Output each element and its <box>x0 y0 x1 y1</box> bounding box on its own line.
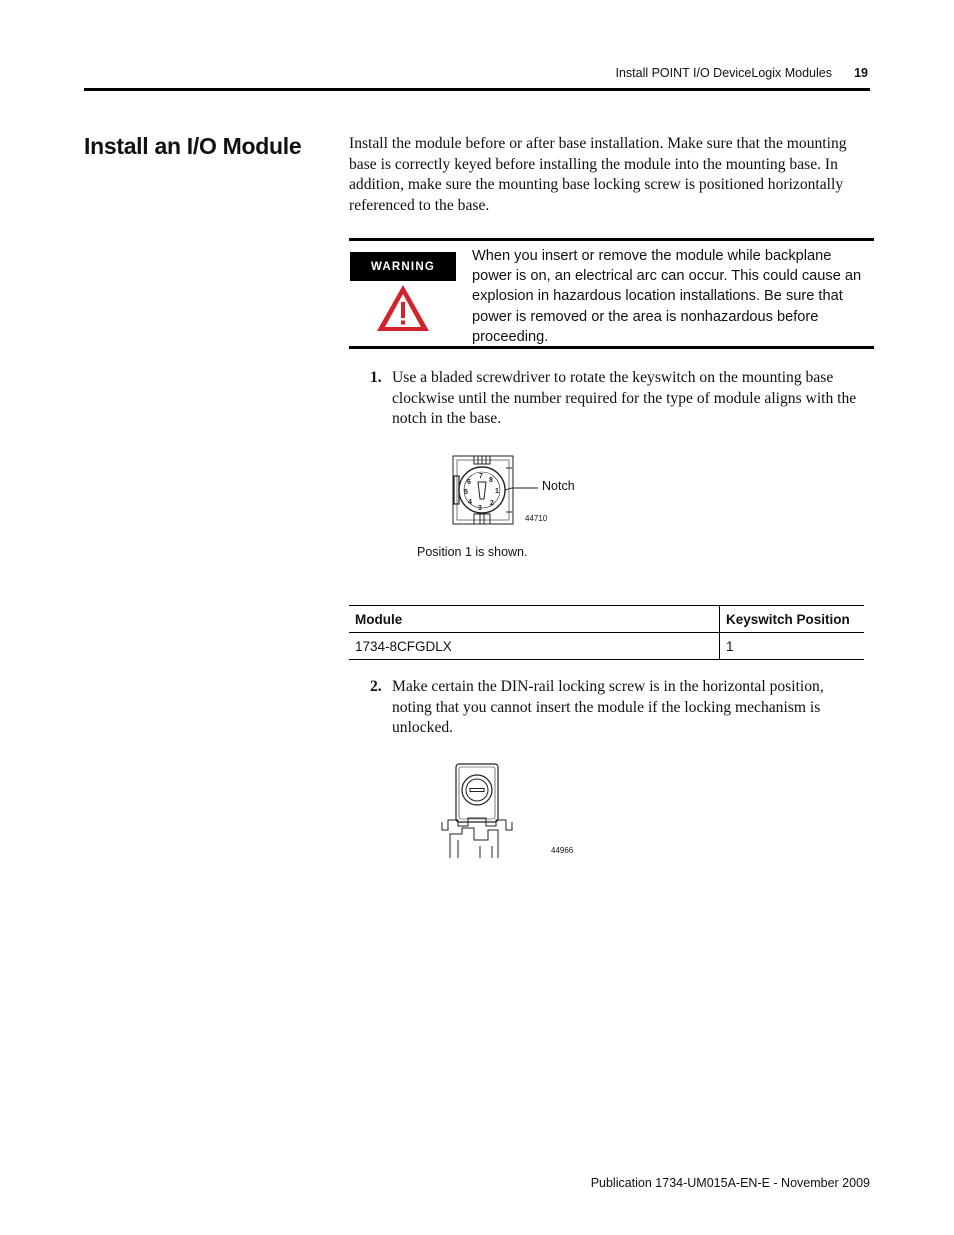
section-title: Install an I/O Module <box>84 133 302 159</box>
column-header-keyswitch-position: Keyswitch Position <box>726 611 850 627</box>
svg-text:1: 1 <box>495 488 499 495</box>
page-number: 19 <box>854 66 868 80</box>
svg-text:7: 7 <box>479 473 483 480</box>
running-header <box>600 66 870 84</box>
keyswitch-table <box>349 605 864 660</box>
column-header-module: Module <box>349 606 720 633</box>
svg-text:6: 6 <box>467 479 471 486</box>
warning-label: WARNING <box>350 252 456 281</box>
svg-text:5: 5 <box>464 489 468 496</box>
warning-triangle-icon <box>375 282 431 334</box>
table-cell-module: 1734-8CFGDLX <box>349 633 720 660</box>
step-2 <box>370 677 865 741</box>
warning-bottom-rule <box>349 346 874 349</box>
locking-screw-diagram <box>440 760 530 860</box>
header-title: Install POINT I/O DeviceLogix Modules <box>615 66 832 80</box>
warning-text: When you insert or remove the module while backplane power is on, an electrical arc can occur. This could cause an explosion in hazardous location installations. Be sure that power is removed or the area is nonhazardous before proceeding. <box>472 248 862 345</box>
svg-text:4: 4 <box>468 499 472 506</box>
step-1 <box>370 368 865 432</box>
table-cell-keyswitch-position: 1 <box>726 638 734 654</box>
header-rule <box>84 88 870 91</box>
svg-text:3: 3 <box>478 505 482 512</box>
figure-id: 44710 <box>525 514 548 523</box>
step-number: 1. <box>370 369 382 386</box>
notch-callout: Notch <box>542 479 575 493</box>
step-text: Use a bladed screwdriver to rotate the keyswitch on the mounting base clockwise until the number required for the type of module aligns with the notch in the base. <box>392 369 857 428</box>
table-row <box>349 633 864 660</box>
step-number: 2. <box>370 678 382 695</box>
svg-text:8: 8 <box>489 477 493 484</box>
figure-id: 44966 <box>551 846 574 855</box>
publication-footer: Publication 1734-UM015A-EN-E - November 2009 <box>590 1176 870 1190</box>
step-text: Make certain the DIN-rail locking screw is in the horizontal position, noting that you cannot insert the module if the locking mechanism is unlocked. <box>392 678 824 737</box>
warning-top-rule <box>349 238 874 241</box>
intro-paragraph: Install the module before or after base installation. Make sure that the mounting base is correctly keyed before installing the module into the mounting base. In addition, make sure the mounting base locking screw is positioned horizontally referenced to the base. <box>349 135 847 215</box>
figure-caption: Position 1 is shown. <box>417 545 528 559</box>
table-header-row <box>349 606 864 633</box>
svg-text:2: 2 <box>490 500 494 507</box>
